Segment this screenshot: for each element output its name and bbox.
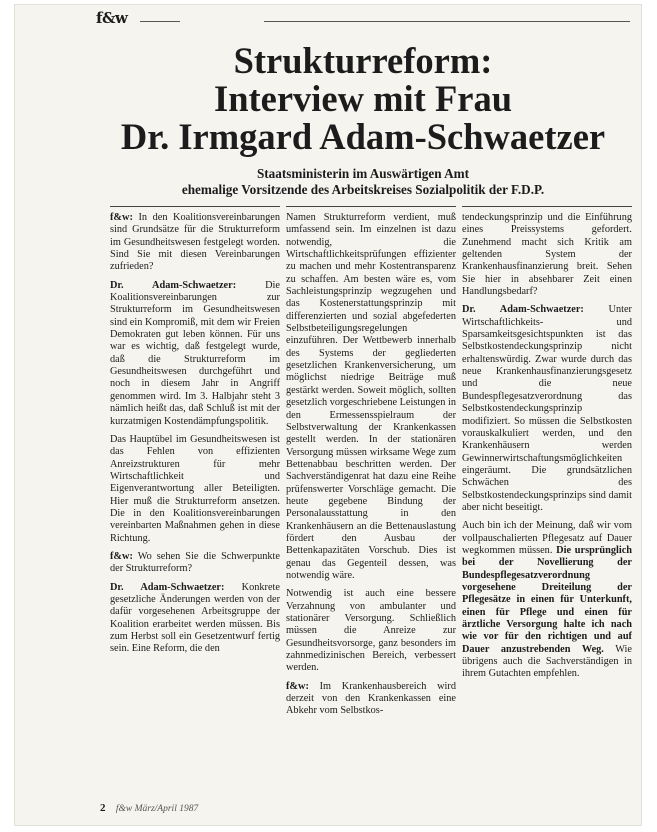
speaker-label: f&w:: [286, 680, 309, 692]
paragraph-text: Das Hauptübel im Gesundheitswesen ist das Fehlen von effizienten Anreizstrukturen für mehr Wirtschaftlichkeit und Eigenverantwortung aller Beteiligten. Hier muß die Strukturreform ansetzen. Die in den Koalitionsvereinbarungen vereinbarten Maßnahmen gehen in diese Richtung.: [110, 433, 280, 544]
speaker-label: f&w:: [110, 550, 133, 562]
header-rule-left: [140, 21, 180, 22]
paragraph-text: Namen Strukturreform verdient, muß umfassend sein. Im einzelnen ist dazu notwendig, die Wirtschaftlichkeitsprüfungen effizienter zu machen und mehr Kostentransparenz zu schaffen. Am besten wäre es, vom Sachleistungsprinzip wegzugehen und das Kostenerstattungsprinzip mit differenzierten und sozial abgefederten Selbstbeteiligungsregelungen einzuführen. Der Wettbewerb innerhalb des Systems der gegliederten gesetzlichen Krankenversicherung, um möglichst niedrige Beiträge muß gestärkt werden. Soweit möglich, sollten gesetzlich vorgeschriebene Leistungen in den Ermessensspielraum der Selbstverwaltung der Krankenkassen gestellt werden. In der stationären Versorgung müssen wirksame Wege zum Bettenabbau beschritten werden. Der Sachverständigenrat hat dazu eine Reihe prüfenswerter Vorschläge gemacht. Die heute gegebene Bindung der Personalausstattung in den Krankenhäusern an die Bettenauslastung fördert den Ausbau der Bettenkapazitäten Vorschub. Dies ist genau das Gegenteil dessen, was notwendig wäre.: [286, 212, 456, 581]
column-rule: [286, 206, 456, 207]
paragraph-text: Auch bin ich der Meinung, daß wir vom vollpauschalierten Pflegesatz auf Dauer wegkommen müssen.: [462, 520, 632, 556]
highlighted-statement: Die ursprünglich bei der Novellierung der Bundespflegesatzverordnung vorgesehene Dreiteilung der Pflegesätze in einen für Unterkunft, einen für Pflege und einen für ärztliche Versorgung halte ich nach wie vor für den richtigen und auf Dauer anzustrebenden Weg.: [462, 544, 632, 655]
paragraph: [286, 212, 456, 582]
paragraph-text: Konkrete gesetzliche Änderungen werden von der dafür vorgesehenen Arbeitsgruppe der Koalition erarbeitet werden müssen. Bis zum Herbst soll ein Gesetzentwurf fertig sein. Eine Reform, die den: [110, 581, 280, 655]
title-line: Dr. Irmgard Adam-Schwaetzer: [120, 116, 606, 157]
column-rule: [462, 206, 632, 207]
header-rule-right: [264, 21, 630, 22]
page-header: [96, 9, 630, 27]
paragraph-text: Im Krankenhausbereich wird derzeit von den Krankenkassen eine Abkehr vom Selbstkos-: [286, 680, 456, 717]
speaker-label: f&w:: [110, 212, 133, 223]
paragraph-text: Wo sehen Sie die Schwerpunkte der Strukturreform?: [110, 550, 280, 575]
subtitle-line: Staatsministerin im Auswärtigen Amt: [256, 166, 470, 181]
article-title: [96, 42, 630, 156]
paragraph: [110, 280, 280, 428]
paragraph-text: Notwendig ist auch eine bessere Verzahnung von ambulanter und stationärer Versorgung. Schließlich müssen die Anreize zur Gesundheitsvorsorge, ganz besonders im zahnmedizinischen Bereich, verbessert werden.: [286, 588, 456, 674]
speaker-label: Dr. Adam-Schwaetzer:: [110, 581, 225, 593]
paragraph: [286, 588, 456, 674]
article-column-3: [462, 212, 632, 687]
paragraph-text: Die Koalitionsvereinbarungen zur Strukturreform im Gesundheitswesen sind ein Kompromiß, mit dem wir Freien Demokraten gut leben können. Für uns war es wichtig, daß festgelegt wurde, daß die Strukturreform im Gesundheitswesen durchgeführt und noch in diesem Jahr in Angriff genommen wird. Im 3. Halbjahr steht 3 nämlich heißt das, daß Schluß ist mit der kurzatmigen Kostendämpfungspolitik.: [110, 279, 280, 427]
paragraph: [110, 551, 280, 576]
speaker-label: Dr. Adam-Schwaetzer:: [110, 279, 237, 291]
paragraph: [462, 212, 632, 298]
paragraph-text: Unter Wirtschaftlichkeits- und Sparsamkeitsgesichtspunkten ist das Selbstkostendeckungsprinzip nicht erhaltenswürdig. Zwar wurde durch das neue Krankenhausfinanzierungsgesetz und die neue Bundespflegesatzverordnung das Selbstkostendeckungsprinzip modifiziert. So müssen die Selbstkosten vorauskalkuliert werden, und den Krankenhäusern werden Gewinnerwirtschaftungsmöglichkeiten eingeräumt. Die grundsätzlichen Schwächen des Selbstkostendeckungsprinzips sind damit aber nicht beseitigt.: [462, 304, 632, 513]
subtitle-line: ehemalige Vorsitzende des Arbeitskreises Sozialpolitik der F.D.P.: [181, 182, 545, 197]
article-column-1: [110, 212, 280, 662]
column-rule: [110, 206, 280, 207]
title-line: Interview mit Frau: [213, 78, 512, 119]
paragraph: [286, 681, 456, 718]
page-footer: [100, 802, 198, 814]
paragraph: [110, 212, 280, 274]
paragraph: [110, 582, 280, 656]
paragraph: [462, 520, 632, 680]
paragraph-text: In den Koalitionsvereinbarungen sind Grundsätze für die Strukturreform im Gesundheitswesen festgelegt worden. Sind Sie mit diesen Vereinbarungen zufrieden?: [110, 212, 280, 273]
paragraph: [462, 304, 632, 514]
paragraph-text: tendeckungsprinzip und die Einführung eines Preissystems gefordert. Zunehmend macht sich Kritik am geltenden System der Krankenhausfinanzierung breit. Sehen Sie hier in absehbarer Zeit einen Handlungsbedarf?: [462, 212, 632, 298]
magazine-logo: f&w: [96, 9, 128, 27]
article-subtitle: [96, 166, 630, 198]
title-line: Strukturreform:: [233, 40, 493, 81]
speaker-label: Dr. Adam-Schwaetzer:: [462, 304, 584, 316]
page-number: 2: [100, 802, 106, 814]
issue-label: f&w März/April 1987: [115, 804, 199, 814]
paragraph: [110, 434, 280, 545]
article-column-2: [286, 212, 456, 724]
paragraph-text: Wie übrigens auch die Sachverständigen in ihrem Gutachten empfehlen.: [462, 643, 632, 680]
